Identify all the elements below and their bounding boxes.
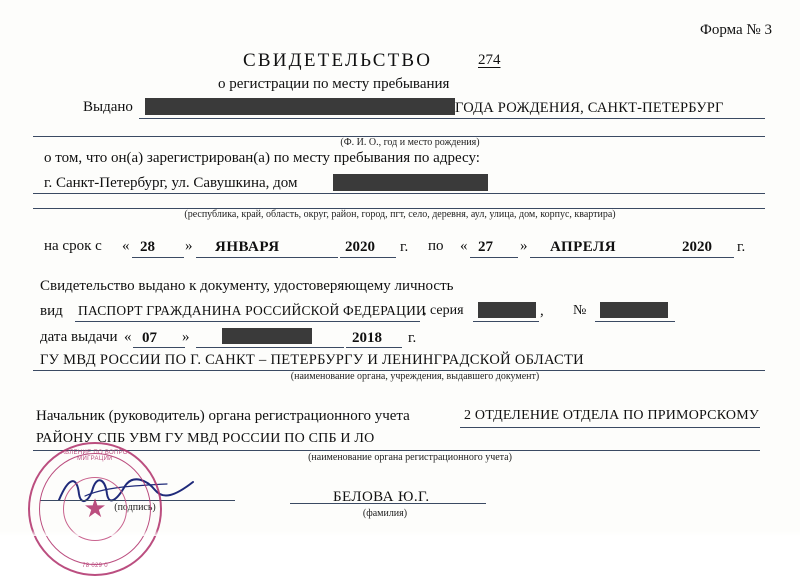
quote-open-2: « <box>460 238 468 254</box>
redaction-address <box>333 174 488 191</box>
identity-doc-kind-value: ПАСПОРТ ГРАЖДАНИНА РОССИЙСКОЙ ФЕДЕРАЦИИ <box>78 303 426 318</box>
fio-caption: (Ф. И. О., год и место рождения) <box>340 137 480 148</box>
quote-close-3: » <box>182 329 190 345</box>
issued-label: Выдано <box>83 99 133 115</box>
signatory-surname: БЕЛОВА Ю.Г. <box>333 489 430 505</box>
stamp-top-text: УПРАВЛЕНИЕ ПО ВОПРОСАМ МИГРАЦИИ <box>48 450 142 462</box>
redaction-issue-month <box>222 328 312 344</box>
term-day-from: 28 <box>140 239 155 255</box>
quote-close-1: » <box>185 238 193 254</box>
surname-rule <box>290 503 486 504</box>
redaction-number <box>600 302 668 318</box>
issue-year-abbr: г. <box>408 330 417 346</box>
term-month-to: АПРЕЛЯ <box>550 239 617 255</box>
issue-year-rule <box>346 347 402 348</box>
stamp-bottom-text: 78 029 0 <box>82 563 108 569</box>
term-rule-month-to <box>530 257 678 258</box>
registration-org-line-2: РАЙОНУ СПБ УВМ ГУ МВД РОССИИ ПО СПБ И ЛО <box>36 431 375 446</box>
registration-org-line-1: 2 ОТДЕЛЕНИЕ ОТДЕЛА ПО ПРИМОРСКОМУ <box>464 408 759 423</box>
term-rule-year-from <box>340 257 396 258</box>
chief-rule-1 <box>460 427 760 428</box>
term-year-to: 2020 <box>682 239 712 255</box>
quote-open-1: « <box>122 238 130 254</box>
redaction-series <box>478 302 536 318</box>
series-label: , серия <box>423 303 464 318</box>
page-bottom-fade <box>0 530 800 536</box>
page-subtitle: о регистрации по месту пребывания <box>218 76 450 92</box>
redaction-name <box>145 98 455 115</box>
term-from-label: на срок с <box>44 238 102 254</box>
registration-statement: о том, что он(а) зарегистрирован(а) по месту пребывания по адресу: <box>44 150 480 166</box>
term-rule-month-from <box>196 257 338 258</box>
address-caption: (республика, край, область, округ, район, город, пгт, село, деревня, аул, улица, дом, корпус, квартира) <box>184 209 616 220</box>
issued-rule-1 <box>139 118 765 119</box>
issuing-authority: ГУ МВД РОССИИ ПО Г. САНКТ – ПЕТЕРБУРГУ И ЛЕНИНГРАДСКОЙ ОБЛАСТИ <box>40 352 584 368</box>
issue-day-rule <box>133 347 185 348</box>
authority-caption: (наименование органа, учреждения, выдавшего документ) <box>290 371 540 382</box>
term-rule-year-to <box>678 257 734 258</box>
identity-doc-kind-label: вид <box>40 303 63 319</box>
year-abbr-1: г. <box>400 239 409 255</box>
term-day-to: 27 <box>478 239 493 255</box>
quote-open-3: « <box>124 329 132 345</box>
issue-month-rule <box>196 347 344 348</box>
series-comma: , <box>540 303 544 319</box>
number-rule <box>595 321 675 322</box>
address-rule-1 <box>33 193 765 194</box>
identity-doc-intro: Свидетельство выдано к документу, удостоверяющему личность <box>40 278 454 294</box>
number-label: № <box>573 303 587 318</box>
kind-rule <box>75 321 420 322</box>
term-rule-day-from <box>132 257 184 258</box>
address-value: г. Санкт-Петербург, ул. Савушкина, дом <box>44 175 298 191</box>
term-to-label: по <box>428 238 444 254</box>
issue-date-label: дата выдачи <box>40 329 118 345</box>
term-year-from: 2020 <box>345 239 375 255</box>
eagle-emblem-icon: ★ <box>83 494 107 523</box>
series-rule <box>473 321 539 322</box>
chief-label: Начальник (руководитель) органа регистрационного учета <box>36 408 410 424</box>
certificate-number: 274 <box>478 52 501 68</box>
form-number: Форма № 3 <box>700 22 772 38</box>
official-round-stamp <box>28 442 162 576</box>
surname-caption: (фамилия) <box>362 508 408 519</box>
year-abbr-2: г. <box>737 239 746 255</box>
quote-close-2: » <box>520 238 528 254</box>
signature-caption: (подпись) <box>114 502 156 513</box>
term-month-from: ЯНВАРЯ <box>215 239 280 255</box>
issue-year: 2018 <box>352 330 382 346</box>
page-title: СВИДЕТЕЛЬСТВО <box>243 50 433 71</box>
issue-day: 07 <box>142 330 157 346</box>
registration-org-caption: (наименование органа регистрационного учета) <box>308 452 512 463</box>
term-rule-day-to <box>470 257 518 258</box>
birth-year-city: ГОДА РОЖДЕНИЯ, САНКТ-ПЕТЕРБУРГ <box>455 100 724 116</box>
